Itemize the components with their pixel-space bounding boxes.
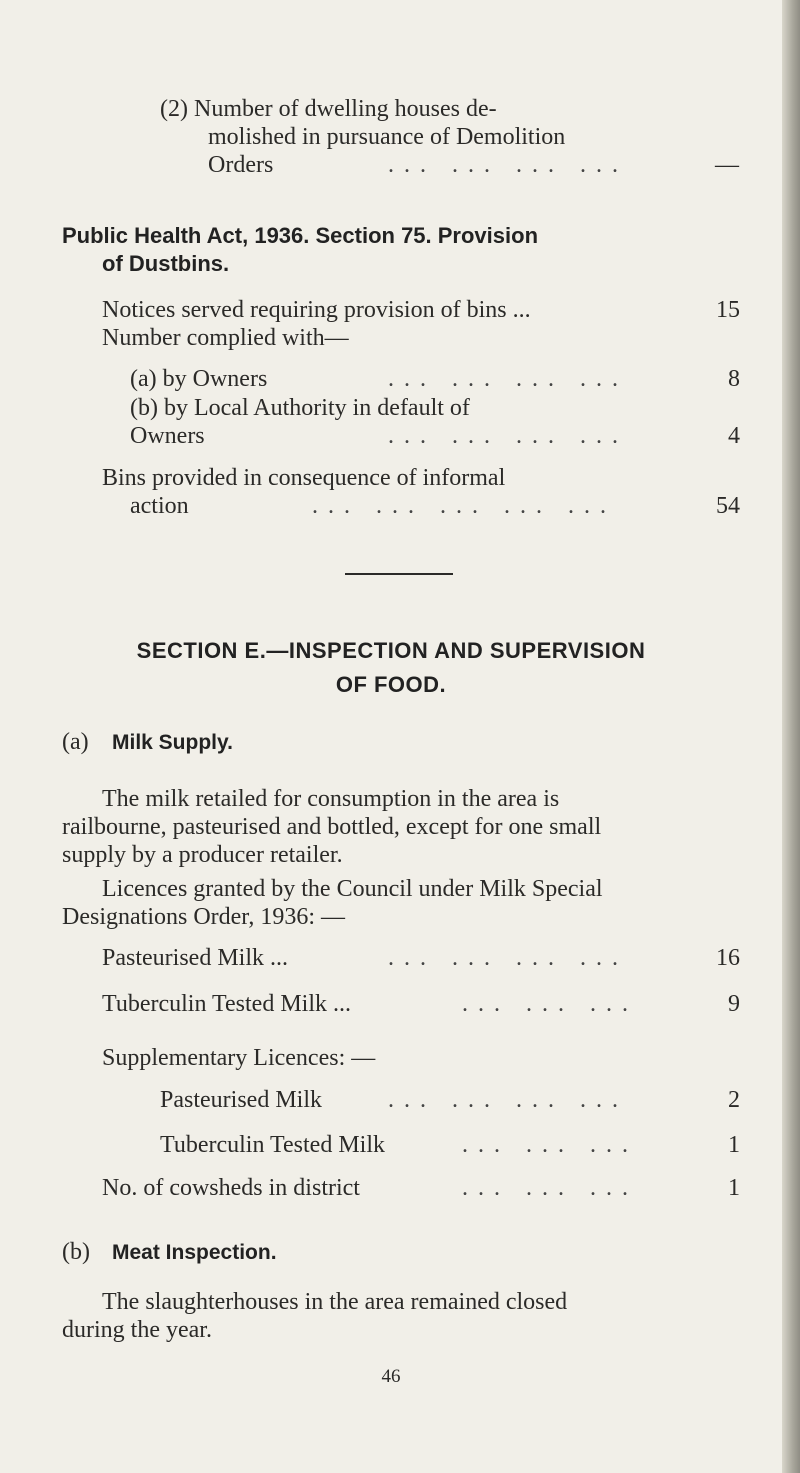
meat-para-line-1: The slaughterhouses in the area remained closed <box>102 1289 568 1315</box>
milk-para-line-1: The milk retailed for consumption in the area is <box>102 786 560 812</box>
licences-line-1: Licences granted by the Council under Milk Special <box>102 876 603 902</box>
complied-label: Number complied with— <box>102 325 349 351</box>
owners-leader: ... ... ... ... <box>388 366 628 392</box>
section-e-title-1: SECTION E.—INSPECTION AND SUPERVISION <box>136 638 646 663</box>
authority-leader: ... ... ... ... <box>388 423 628 449</box>
meat-prefix: (b) <box>62 1239 90 1265</box>
dustbins-heading-1: Public Health Act, 1936. Section 75. Provision <box>62 223 539 248</box>
supp-pasteurised-label: Pasteurised Milk <box>160 1087 322 1113</box>
demolition-line-3: Orders <box>208 152 274 178</box>
owners-value: 8 <box>728 366 740 392</box>
milk-heading: Milk Supply. <box>112 731 233 754</box>
milk-para-line-3: supply by a producer retailer. <box>62 842 343 868</box>
milk-para-line-2: railbourne, pasteurised and bottled, except for one small <box>62 814 602 840</box>
pasteurised-value: 16 <box>716 945 740 971</box>
notices-value: 15 <box>716 297 740 323</box>
informal-leader: ... ... ... ... ... <box>312 493 616 519</box>
supp-pasteurised-value: 2 <box>728 1087 740 1113</box>
authority-line-2: Owners <box>130 423 205 449</box>
cowsheds-leader: ... ... ... <box>462 1175 638 1201</box>
cowsheds-value: 1 <box>728 1175 740 1201</box>
page-number: 46 <box>381 1366 401 1387</box>
pasteurised-leader: ... ... ... ... <box>388 945 628 971</box>
meat-para-line-2: during the year. <box>62 1317 212 1343</box>
supp-tt-label: Tuberculin Tested Milk <box>160 1132 385 1158</box>
milk-prefix: (a) <box>62 729 89 755</box>
section-divider <box>345 573 453 575</box>
section-e-title-2: OF FOOD. <box>335 672 447 697</box>
tt-leader: ... ... ... <box>462 991 638 1017</box>
demolition-leader: ... ... ... ... <box>388 152 628 178</box>
cowsheds-label: No. of cowsheds in district <box>102 1175 360 1201</box>
page-edge-shadow <box>782 0 800 1473</box>
supplementary-label: Supplementary Licences: — <box>102 1045 376 1071</box>
meat-heading: Meat Inspection. <box>112 1241 277 1264</box>
licences-line-2: Designations Order, 1936: — <box>62 904 345 930</box>
owners-label: (a) by Owners <box>130 366 268 392</box>
demolition-line-2: molished in pursuance of Demolition <box>208 124 566 150</box>
demolition-line-1: (2) Number of dwelling houses de- <box>160 96 497 122</box>
demolition-value: — <box>715 152 739 178</box>
informal-line-1: Bins provided in consequence of informal <box>102 465 506 491</box>
supp-tt-value: 1 <box>728 1132 740 1158</box>
authority-value: 4 <box>728 423 740 449</box>
authority-line-1: (b) by Local Authority in default of <box>130 395 470 421</box>
dustbins-heading-2: of Dustbins. <box>102 251 230 276</box>
pasteurised-label: Pasteurised Milk ... <box>102 945 288 971</box>
supp-pasteurised-leader: ... ... ... ... <box>388 1087 628 1113</box>
tt-label: Tuberculin Tested Milk ... <box>102 991 351 1017</box>
informal-line-2: action <box>130 493 189 519</box>
notices-label: Notices served requiring provision of bins ... <box>102 297 531 323</box>
informal-value: 54 <box>716 493 740 519</box>
supp-tt-leader: ... ... ... <box>462 1132 638 1158</box>
tt-value: 9 <box>728 991 740 1017</box>
